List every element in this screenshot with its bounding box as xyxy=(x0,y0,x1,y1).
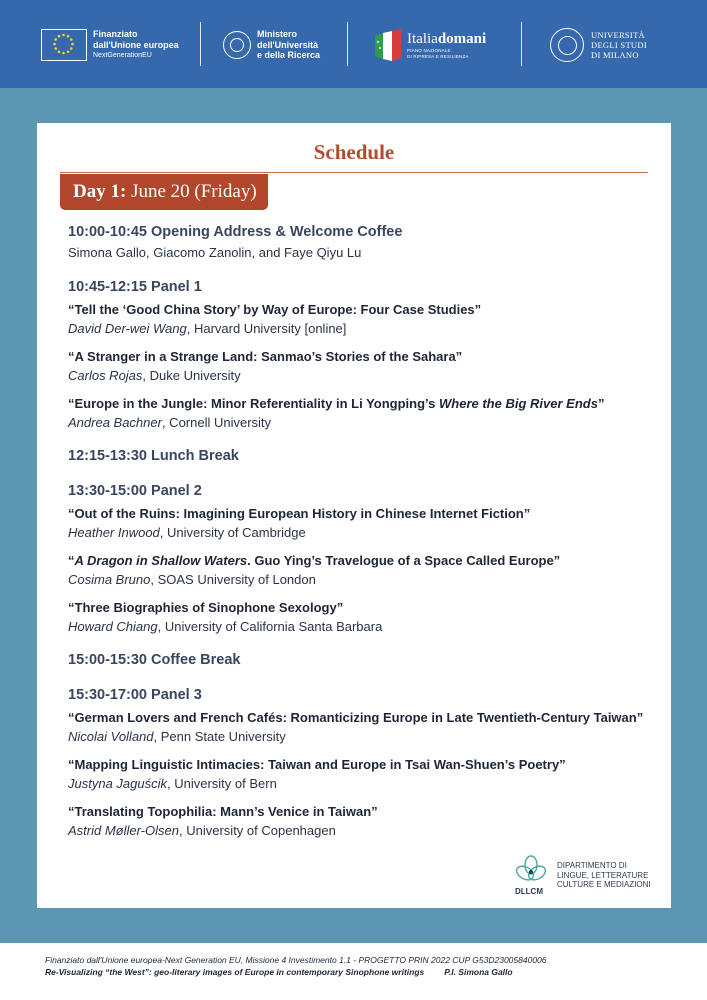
speaker-name: Cosima Bruno xyxy=(68,572,151,587)
unimi-line2: DEGLI STUDI xyxy=(591,40,647,50)
talk-speaker-line xyxy=(68,619,382,634)
talk-title-book: A Dragon in Shallow Waters xyxy=(74,553,248,568)
speaker-affiliation: , Harvard University [online] xyxy=(186,321,347,336)
panel3-slot: 15:30-17:00 Panel 3 xyxy=(68,687,202,703)
unimi-line1: UNIVERSITÀ xyxy=(591,30,645,40)
dllcm-logo xyxy=(513,855,663,900)
talk-speaker-line xyxy=(68,525,306,540)
talk-title xyxy=(68,553,560,568)
university-seal-icon xyxy=(550,28,584,62)
header-divider xyxy=(347,22,348,66)
mur-line3: e della Ricerca xyxy=(257,50,321,61)
speaker-affiliation: , University of Cambridge xyxy=(159,525,306,540)
lunch-break: 12:15-13:30 Lunch Break xyxy=(68,448,239,464)
day-date: June 20 (Friday) xyxy=(126,181,257,202)
dllcm-line2: LINGUE, LETTERATURE xyxy=(557,870,649,880)
italiadomani-name-a: Italia xyxy=(407,31,438,47)
talk-title: “Tell the ‘Good China Story’ by Way of Europe: Four Case Studies” xyxy=(68,302,482,317)
talk-title-a: “Europe in the Jungle: Minor Referentiality in Li Yongping’s xyxy=(68,396,440,411)
talk-title-c: ” xyxy=(597,396,605,411)
talk-speaker-line xyxy=(68,729,286,744)
eu-flag-icon xyxy=(41,29,87,61)
talk-title: “A Stranger in a Strange Land: Sanmao’s Stories of the Sahara” xyxy=(68,349,463,364)
italiadomani-sub1: PIANO NAZIONALE xyxy=(407,48,451,53)
speaker-affiliation: , SOAS University of London xyxy=(150,572,316,587)
panel2-slot: 13:30-15:00 Panel 2 xyxy=(68,483,202,499)
republic-seal-icon xyxy=(223,31,251,59)
talk-title: “Three Biographies of Sinophone Sexology” xyxy=(68,600,344,615)
project-title: Re-Visualizing “the West”: geo-literary images of Europe in contemporary Sinophone writings xyxy=(45,967,425,977)
talk-title xyxy=(68,396,604,411)
talk-title: “Translating Topophilia: Mann’s Venice in Taiwan” xyxy=(68,804,378,819)
opening-slot: 10:00-10:45 Opening Address & Welcome Coffee xyxy=(68,224,403,240)
speaker-name: Nicolai Volland xyxy=(68,729,154,744)
talk-speaker-line xyxy=(68,368,241,383)
talk-speaker-line xyxy=(68,776,277,791)
eu-line3: NextGenerationEU xyxy=(93,52,152,59)
speaker-affiliation: , University of California Santa Barbara xyxy=(157,619,383,634)
header-divider xyxy=(200,22,201,66)
eu-line1: Finanziato xyxy=(93,29,138,39)
eu-line2: dall'Unione europea xyxy=(93,40,179,50)
italy-flag-icon xyxy=(373,28,403,62)
speaker-name: Justyna Jaguścik xyxy=(68,776,167,791)
speaker-name: Howard Chiang xyxy=(68,619,158,634)
dllcm-line3: CULTURE E MEDIAZIONI xyxy=(557,880,651,889)
title-divider xyxy=(60,172,648,173)
talk-speaker-line xyxy=(68,321,346,336)
speaker-name: Andrea Bachner xyxy=(68,415,162,430)
talk-title-c: . Guo Ying’s Travelogue of a Space Called Europe” xyxy=(247,553,561,568)
speaker-affiliation: , University of Bern xyxy=(167,776,277,791)
principal-investigator: P.I. Simona Gallo xyxy=(444,967,513,977)
header-divider xyxy=(521,22,522,66)
project-note xyxy=(45,967,513,977)
talk-title: “Mapping Linguistic Intimacies: Taiwan and Europe in Tsai Wan-Shuen’s Poetry” xyxy=(68,757,566,772)
eu-logo xyxy=(41,24,179,66)
mur-line1: Ministero xyxy=(257,29,298,40)
italiadomani-name-b: domani xyxy=(437,31,487,47)
speaker-name: David Der-wei Wang xyxy=(68,321,187,336)
speaker-affiliation: , Cornell University xyxy=(161,415,272,430)
opening-people: Simona Gallo, Giacomo Zanolin, and Faye Qiyu Lu xyxy=(68,245,362,260)
funding-header xyxy=(0,0,707,88)
dllcm-line1: DIPARTIMENTO DI xyxy=(557,861,627,870)
footer xyxy=(0,943,707,1000)
speaker-affiliation: , Duke University xyxy=(142,368,241,383)
day-label: Day 1: xyxy=(73,181,127,202)
italiadomani-sub2: DI RIPRESA E RESILIENZA xyxy=(407,53,469,59)
dllcm-acronym: DLLCM xyxy=(515,887,543,896)
speaker-name: Astrid Møller-Olsen xyxy=(68,823,180,838)
italiadomani-logo xyxy=(373,24,486,66)
speaker-name: Heather Inwood xyxy=(68,525,160,540)
panel1-slot: 10:45-12:15 Panel 1 xyxy=(68,279,202,295)
talk-speaker-line xyxy=(68,823,336,838)
speaker-name: Carlos Rojas xyxy=(68,368,143,383)
coffee-break: 15:00-15:30 Coffee Break xyxy=(68,652,241,668)
talk-title: “Out of the Ruins: Imagining European History in Chinese Internet Fiction” xyxy=(68,506,531,521)
funding-note: Finanziato dall'Unione europea-Next Generation EU, Missione 4 Investimento 1.1 - PROGETTO PRIN 2022 CUP G53D23005840006 xyxy=(45,955,547,965)
unimi-logo xyxy=(550,24,647,66)
page-title: Schedule xyxy=(313,140,395,164)
speaker-affiliation: , University of Copenhagen xyxy=(179,823,336,838)
talk-title: “German Lovers and French Cafés: Romanticizing Europe in Late Twentieth-Century Taiwan” xyxy=(68,710,644,725)
unimi-line3: DI MILANO xyxy=(591,50,639,60)
mur-line2: dell'Università xyxy=(257,39,319,50)
schedule-card xyxy=(37,123,671,908)
talk-title-book: Where the Big River Ends xyxy=(439,396,598,411)
talk-title-a: “ xyxy=(68,553,75,568)
talk-speaker-line xyxy=(68,415,271,430)
speaker-affiliation: , Penn State University xyxy=(153,729,286,744)
talk-speaker-line xyxy=(68,572,316,587)
mur-logo xyxy=(223,24,320,66)
day-badge xyxy=(60,174,268,210)
